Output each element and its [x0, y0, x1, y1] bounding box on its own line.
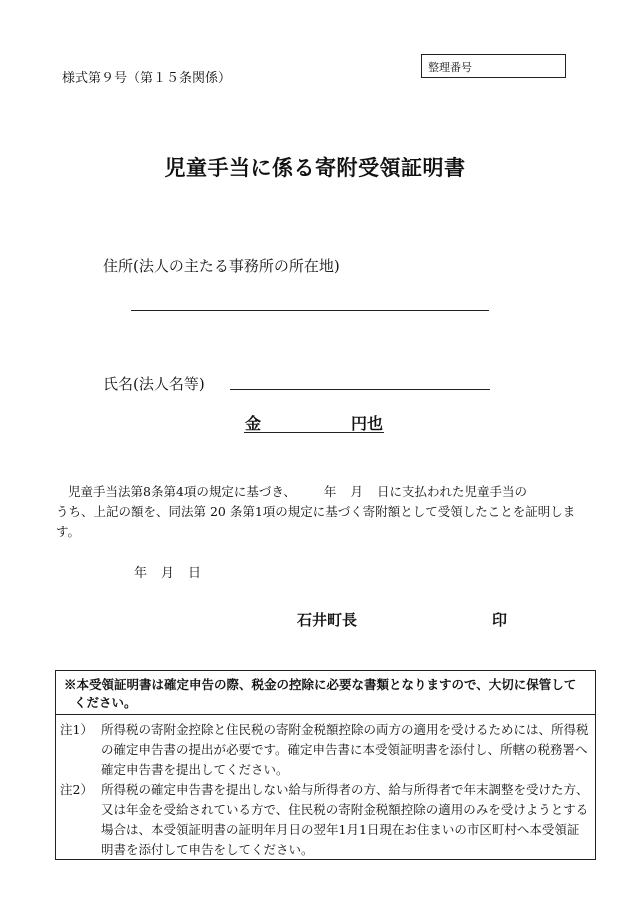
document-title: 児童手当に係る寄附受領証明書	[164, 155, 466, 180]
name-label: 氏名(法人名等)	[103, 375, 205, 393]
amount-field[interactable]	[244, 411, 384, 433]
date-year: 年	[134, 566, 148, 581]
cert-line2: うち、上記の額を、同法第 20 条第1項の規定に基づく寄附額として受領したことを証明しま	[56, 504, 576, 519]
issuer-mayor: 石井町長	[297, 611, 358, 629]
cert-line3: す。	[56, 524, 81, 539]
cert-line1-end: 日に支払われた児童手当の	[376, 484, 527, 499]
note-2-tag: 注2）	[60, 782, 93, 797]
amount-suffix: 円也	[350, 414, 383, 433]
cert-year: 年	[323, 484, 337, 499]
note-2	[56, 780, 595, 860]
reference-number-label: 整理番号	[428, 61, 472, 74]
issue-date[interactable]	[134, 562, 201, 581]
date-day: 日	[188, 566, 202, 581]
name-field-line[interactable]	[230, 389, 490, 390]
seal-mark: 印	[492, 611, 508, 629]
cert-line1-start: 児童手当法第8条第4項の規定に基づき、	[68, 484, 296, 499]
notice-line2: ください。	[74, 695, 137, 710]
reference-number-box[interactable]	[421, 54, 566, 78]
cert-month: 月	[350, 484, 363, 499]
certification-text	[56, 482, 578, 542]
note-2-text: 所得税の確定申告書を提出しない給与所得者の方、給与所得者で年末調整を受けた方、又は年金を受給されている方で、住民税の寄附金税額控除の適用のみを受けようとする場合は、本受領証明書の証明年月日の翌年1月1日現在お住まいの市区町村へ本受領証明書を添付して申告をしてください。	[101, 782, 589, 857]
notes-box	[55, 670, 596, 860]
date-month: 月	[161, 566, 175, 581]
form-number: 様式第９号（第１５条関係）	[62, 71, 232, 86]
important-notice	[56, 671, 595, 715]
address-label: 住所(法人の主たる事務所の所在地)	[103, 257, 340, 275]
amount-prefix: 金	[245, 414, 262, 433]
address-field-line[interactable]	[131, 310, 489, 311]
note-1-tag: 注1）	[60, 722, 93, 737]
notice-line1: ※本受領証明書は確定申告の際、税金の控除に必要な書類となりますので、大切に保管して	[64, 677, 577, 692]
note-1-text: 所得税の寄附金控除と住民税の寄附金税額控除の両方の適用を受けるためには、所得税の確定申告書の提出が必要です。確定申告書に本受領証明書を添付し、所轄の税務署へ確定申告書を提出してください。	[101, 722, 589, 777]
note-1	[56, 720, 595, 780]
